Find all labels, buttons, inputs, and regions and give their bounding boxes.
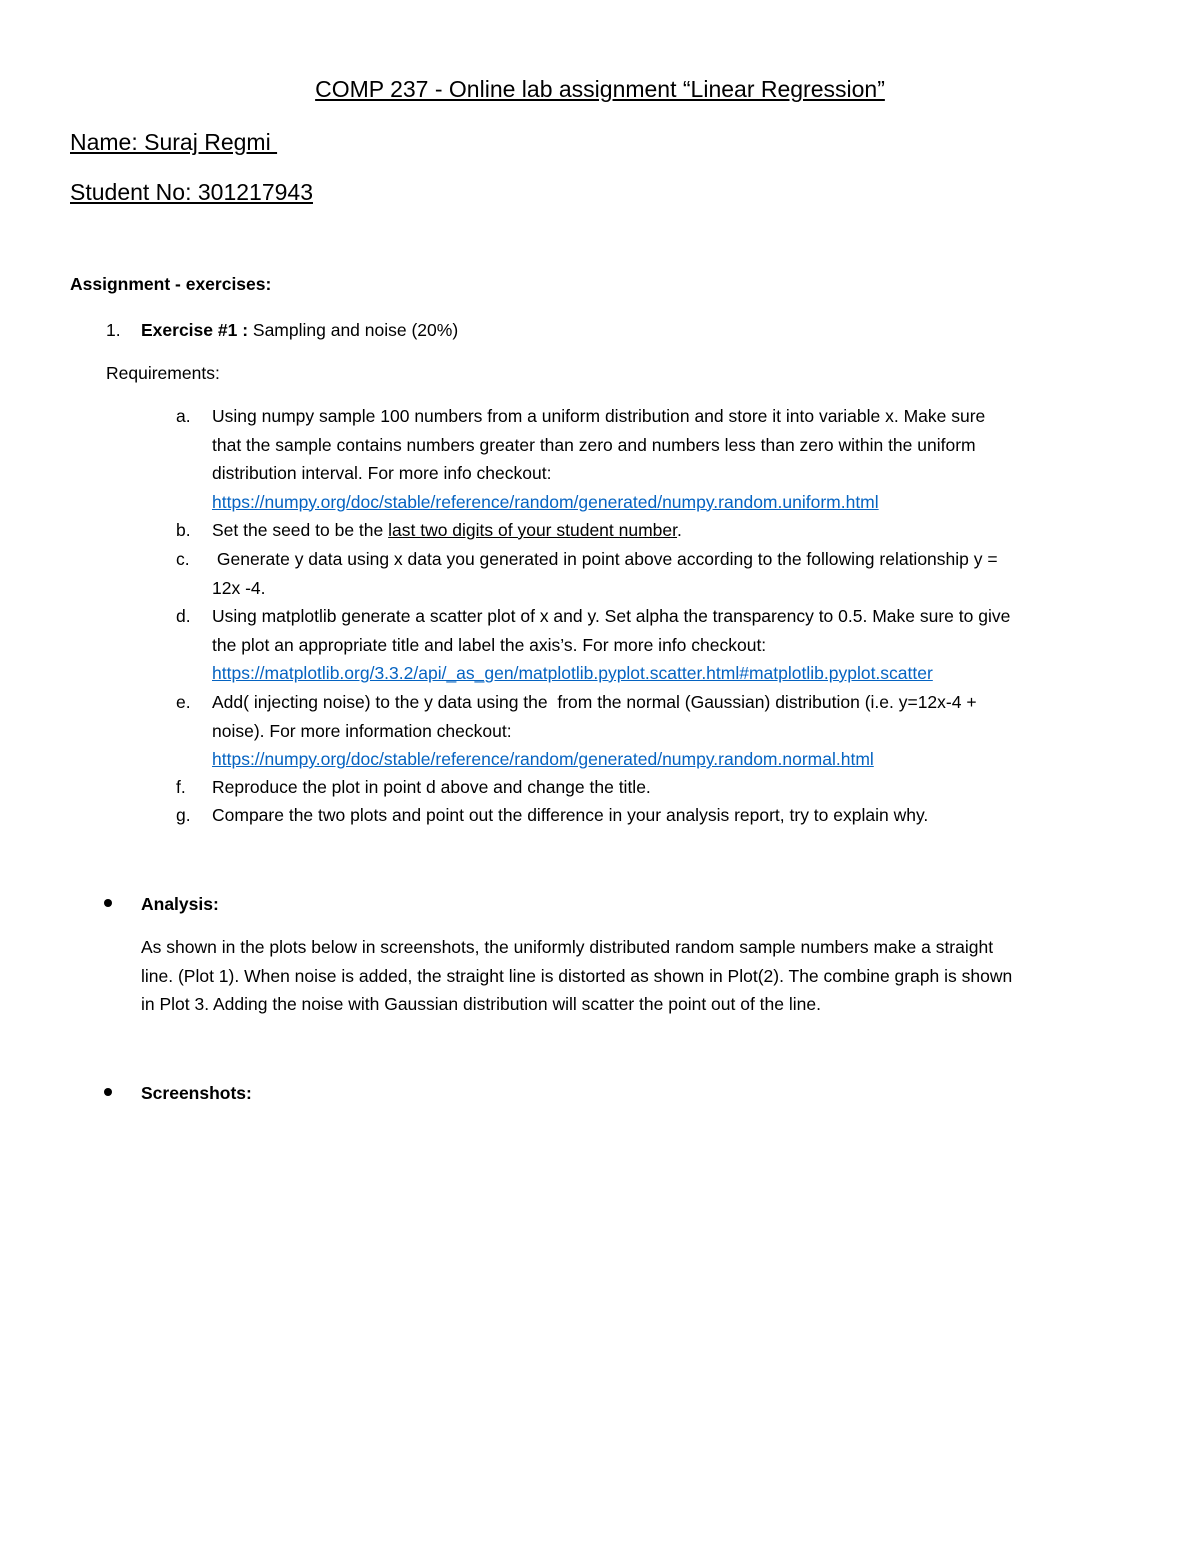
- exercise-title: [141, 316, 458, 345]
- analysis-paragraph: [141, 933, 1131, 1019]
- item-line: distribution interval. For more info checkout:: [212, 463, 552, 483]
- exercise-description: Sampling and noise (20%): [248, 320, 459, 340]
- item-content: [212, 688, 1132, 774]
- item-content: [212, 402, 1132, 516]
- student-name: Name: Suraj Regmi: [70, 129, 278, 155]
- item-content: [212, 773, 1132, 802]
- item-text: Set the seed to be the: [212, 520, 389, 540]
- item-letter: d.: [176, 606, 191, 626]
- item-line: noise). For more information checkout:: [212, 720, 512, 741]
- item-content: [212, 801, 1132, 830]
- item-line: Compare the two plots and point out the difference in your analysis report, try to explain why.: [212, 805, 929, 825]
- item-text: .: [677, 520, 682, 540]
- analysis-line: in Plot 3. Adding the noise with Gaussian distribution will scatter the point out of the line.: [141, 994, 821, 1014]
- item-letter: f.: [176, 777, 186, 797]
- item-line: 12x -4.: [212, 577, 266, 598]
- item-content: [212, 602, 1132, 688]
- item-content: [212, 516, 1132, 545]
- item-letter: g.: [176, 805, 191, 825]
- item-letter: c.: [176, 549, 190, 569]
- student-number: Student No: 301217943: [70, 179, 313, 205]
- item-line: that the sample contains numbers greater than zero and numbers less than zero within the uniform: [212, 434, 976, 455]
- item-text-underlined: last two digits of your student number: [388, 520, 678, 540]
- exercise-number: 1.: [106, 320, 121, 340]
- item-letter: b.: [176, 520, 191, 540]
- numpy-normal-link[interactable]: https://numpy.org/doc/stable/reference/random/generated/numpy.random.normal.html: [212, 749, 874, 769]
- item-letter: e.: [176, 692, 191, 712]
- document-title: COMP 237 - Online lab assignment “Linear Regression”: [315, 76, 885, 102]
- requirements-label: Requirements:: [106, 363, 220, 383]
- matplotlib-scatter-link[interactable]: https://matplotlib.org/3.3.2/api/_as_gen/matplotlib.pyplot.scatter.html#matplotlib.pyplot.scatter: [212, 663, 933, 683]
- bullet-icon: [104, 899, 112, 907]
- assignment-heading: Assignment - exercises:: [70, 274, 272, 294]
- item-letter: a.: [176, 406, 191, 426]
- bullet-icon: [104, 1088, 112, 1096]
- analysis-line: As shown in the plots below in screenshots, the uniformly distributed random sample numbers make a straight: [141, 937, 994, 957]
- item-line: Using matplotlib generate a scatter plot of x and y. Set alpha the transparency to 0.5. Make sure to give: [212, 606, 1011, 626]
- item-line: Reproduce the plot in point d above and change the title.: [212, 777, 651, 797]
- analysis-line: line. (Plot 1). When noise is added, the straight line is distorted as shown in Plot(2). The combine graph is shown: [141, 965, 1013, 986]
- numpy-uniform-link[interactable]: https://numpy.org/doc/stable/reference/random/generated/numpy.random.uniform.html: [212, 491, 879, 512]
- item-line: Add( injecting noise) to the y data using the from the normal (Gaussian) distribution (i.e. y=12x-4 +: [212, 692, 977, 712]
- item-line: the plot an appropriate title and label the axis’s. For more info checkout:: [212, 634, 767, 655]
- exercise-label: Exercise #1 :: [141, 320, 249, 340]
- item-content: [212, 545, 1132, 602]
- analysis-heading: Analysis:: [141, 894, 219, 914]
- item-line: Using numpy sample 100 numbers from a uniform distribution and store it into variable x. Make sure: [212, 406, 986, 426]
- screenshots-heading: Screenshots:: [141, 1083, 252, 1103]
- item-line: Generate y data using x data you generated in point above according to the following relationship y =: [212, 549, 998, 569]
